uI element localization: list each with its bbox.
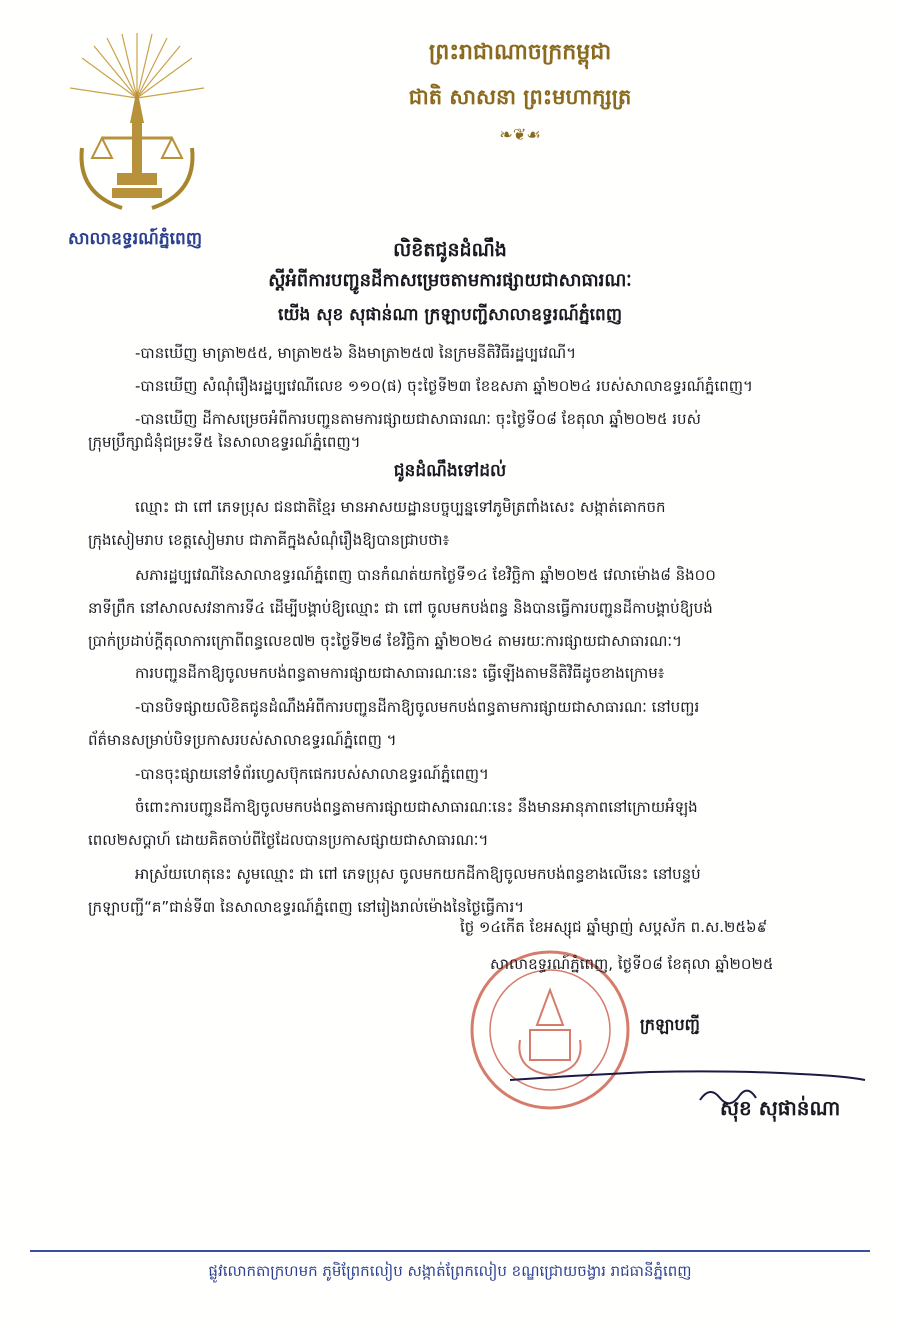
body-line: ឈ្មោះ ជា ពៅ ភេទប្រុស ជនជាតិខ្មែរ មានអាសយដ្ឋានបច្ចុប្បន្នទៅភូមិត្រពាំងសេះ សង្កាត់គោកចក xyxy=(135,498,666,516)
signatory-title: ក្រឡាបញ្ជី xyxy=(640,1015,700,1034)
ornament-divider: ❧❦☙ xyxy=(499,125,541,144)
body-line: នាទីព្រឹក នៅសាលសវនាការទី៤ ដើម្បីបង្គាប់ឱ្យឈ្មោះ ជា ពៅ ចូលមកបង់ពន្ធ និងបានធ្វើការបញ្ជូនដីកាបង្គាប់ឱ្យបង់ xyxy=(88,599,713,617)
footer-address: ផ្លូវលោកតាក្រហមក ភូមិព្រែកលៀប សង្កាត់ព្រែកលៀប ខណ្ឌជ្រោយចង្វារ រាជធានីភ្នំពេញ xyxy=(208,1262,692,1280)
notice-heading: ជូនដំណឹងទៅដល់ xyxy=(393,461,507,481)
lunar-date: ថ្ងៃ ១៤កើត ខែអស្សុជ ឆ្នាំម្សាញ់ សប្តស័ក ព.ស.២៥៦៩ xyxy=(460,918,768,936)
reference-line: -បានឃើញ សំណុំរឿងរដ្ឋប្បវេណីលេខ ១១០(ផ) ចុះថ្ងៃទី២៣ ខែឧសភា ឆ្នាំ២០២៤ របស់សាលាឧទ្ធរណ៍ភ្នំពេញ។ xyxy=(135,377,753,395)
body-line: ពេល២សប្តាហ៍ ដោយគិតចាប់ពីថ្ងៃដែលបានប្រកាសផ្សាយជាសាធារណៈ។ xyxy=(88,831,489,849)
nation-motto: ជាតិ សាសនា ព្រះមហាក្សត្រ xyxy=(408,85,632,109)
body-line: ចំពោះការបញ្ជូនដីកាឱ្យចូលមកបង់ពន្ធតាមការផ្សាយជាសាធារណៈនេះ នឹងមានអានុភាពនៅក្រោយអំឡុង xyxy=(135,798,698,816)
body-line: ការបញ្ជូនដីកាឱ្យចូលមកបង់ពន្ធតាមការផ្សាយជាសាធារណៈនេះ ធ្វើឡើងតាមនីតិវិធីដូចខាងក្រោម៖ xyxy=(135,664,665,682)
reference-line: -បានឃើញ ដីកាសម្រេចអំពីការបញ្ជូនតាមការផ្សាយជាសាធារណៈ ចុះថ្ងៃទី០៨ ខែតុលា ឆ្នាំ២០២៥ របស់ xyxy=(135,410,701,428)
signatory-name: សុខ សុផាន់ណា xyxy=(720,1096,841,1120)
body-line: ក្រុងសៀមរាប ខេត្តសៀមរាប ជាភាគីក្នុងសំណុំរឿងឱ្យបានជ្រាបថា៖ xyxy=(88,531,450,549)
body-line: -បានបិទផ្សាយលិខិតជូនដំណឹងអំពីការបញ្ជូនដីកាឱ្យចូលមកបង់ពន្ធតាមការផ្សាយជាសាធារណៈ នៅបញ្ជរ xyxy=(135,698,700,716)
document-title: លិខិតជូនដំណឹង xyxy=(393,239,507,261)
reference-line: ក្រុមប្រឹក្សាជំនុំជម្រះទី៥ នៃសាលាឧទ្ធរណ៍ភ្នំពេញ។ xyxy=(88,433,361,451)
body-line: អាស្រ័យហេតុនេះ សូមឈ្មោះ ជា ពៅ ភេទប្រុស ចូលមកយកដីកាឱ្យចូលមកបង់ពន្ធខាងលើនេះ នៅបន្ទប់ xyxy=(135,865,701,883)
court-emblem-icon xyxy=(62,28,212,228)
court-name: សាលាឧទ្ធរណ៍ភ្នំពេញ xyxy=(67,229,203,249)
document-subtitle: ស្តីអំពីការបញ្ជូនដីកាសម្រេចតាមការផ្សាយជាសាធារណៈ xyxy=(268,270,632,291)
body-line: ក្រឡាបញ្ជី“គ”ជាន់ទី៣ នៃសាលាឧទ្ធរណ៍ភ្នំពេញ នៅរៀងរាល់ម៉ោងនៃថ្ងៃធ្វើការ។ xyxy=(88,898,525,916)
footer-divider xyxy=(30,1250,870,1252)
body-line: ប្រាក់ប្រដាប់ក្តីតុលាការក្រោពីពន្ធលេខ៧២ ចុះថ្ងៃទី២៨ ខែវិច្ឆិកា ឆ្នាំ២០២៤ តាមរយៈការផ្សាយជាសាធារណៈ។ xyxy=(88,632,682,650)
kingdom-motto: ព្រះរាជាណាចក្រកម្ពុជា xyxy=(428,40,612,65)
body-line: សភារដ្ឋប្បវេណីនៃសាលាឧទ្ធរណ៍ភ្នំពេញ បានកំណត់យកថ្ងៃទី១៤ ខែវិច្ឆិកា ឆ្នាំ២០២៥ វេលាម៉ោង៨ និង០០ xyxy=(135,566,716,584)
body-line: -បានចុះផ្សាយនៅទំព័រហ្វេសប៊ុកផេករបស់សាលាឧទ្ធរណ៍ភ្នំពេញ។ xyxy=(135,765,489,783)
reference-line: -បានឃើញ មាត្រា២៥៥, មាត្រា២៥៦ និងមាត្រា២៥៧ នៃក្រមនីតិវិធីរដ្ឋប្បវេណី។ xyxy=(135,344,577,362)
body-line: ព័ត៌មានសម្រាប់បិទប្រកាសរបស់សាលាឧទ្ធរណ៍ភ្នំពេញ ។ xyxy=(88,731,397,749)
solar-date: សាលាឧទ្ធរណ៍ភ្នំពេញ, ថ្ងៃទី០៨ ខែតុលា ឆ្នាំ២០២៥ xyxy=(490,955,774,973)
issuer-line: យើង សុខ សុផាន់ណា ក្រឡាបញ្ជីសាលាឧទ្ធរណ៍ភ្នំពេញ xyxy=(277,305,623,325)
